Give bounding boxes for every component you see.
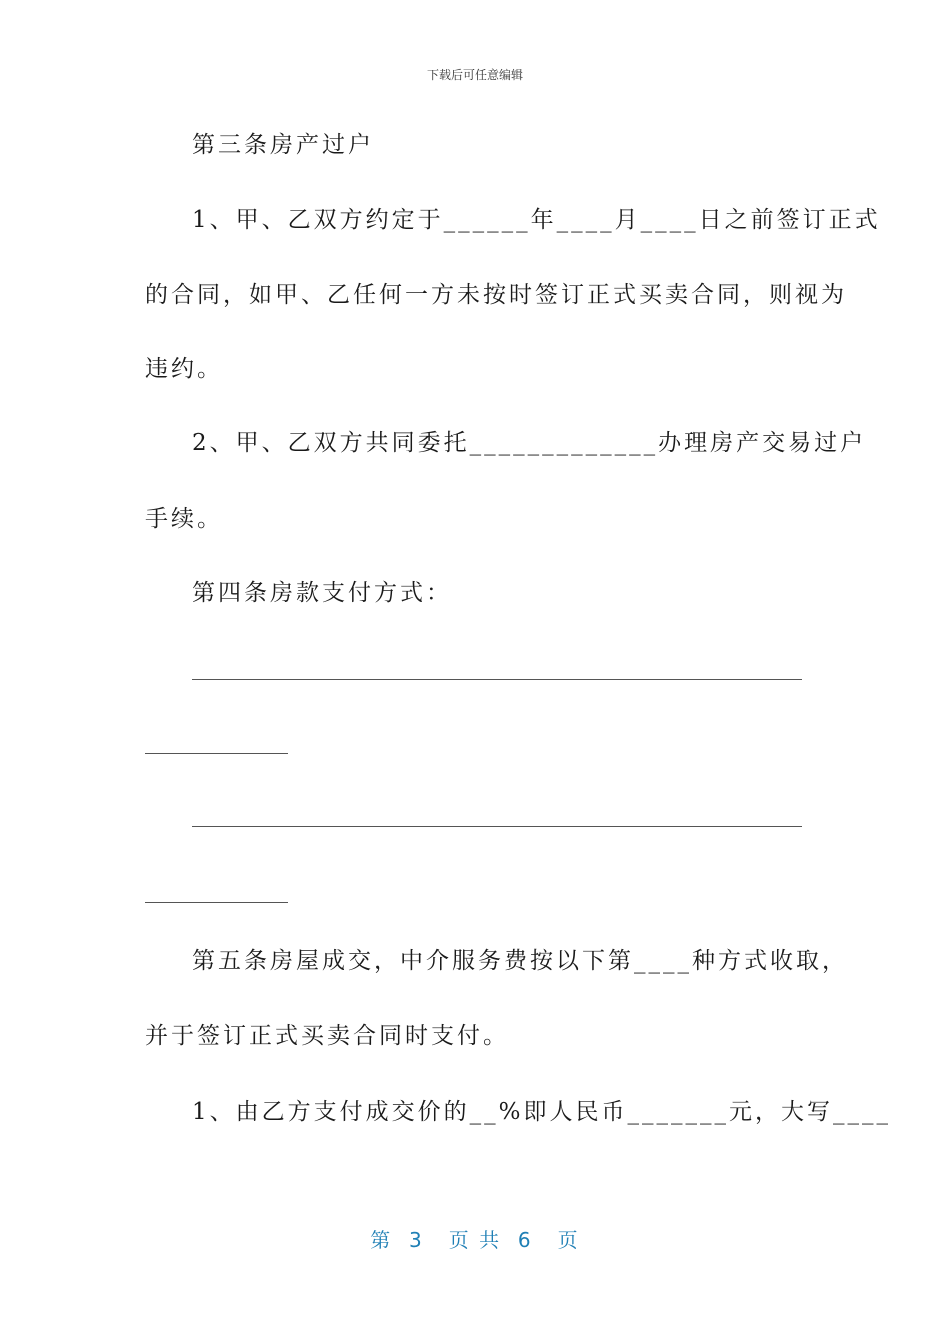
article-3-item-2-line-1: 2、甲、乙双方共同委托_____________办理房产交易过户 (192, 430, 867, 456)
article-5-line-2: 并于签订正式买卖合同时支付。 (145, 1023, 509, 1049)
blank-fill-line (192, 679, 802, 680)
blank-fill-line (145, 902, 288, 903)
article-5-line-1: 第五条房屋成交，中介服务费按以下第____种方式收取， (192, 948, 848, 974)
article-3-item-1-line-3: 违约。 (145, 356, 223, 382)
header-note: 下载后可任意编辑 (426, 68, 523, 82)
page-number-footer: 第 3 页 共 6 页 (370, 1228, 580, 1252)
article-3-item-1-line-2: 的合同，如甲、乙任何一方未按时签订正式买卖合同，则视为 (145, 282, 847, 308)
article-5-item-1-line-1: 1、由乙方支付成交价的__%即人民币_______元，大写____ (192, 1099, 891, 1125)
article-3-title: 第三条房产过户 (192, 132, 374, 158)
article-4-title: 第四条房款支付方式： (192, 580, 452, 606)
article-3-item-1-line-1: 1、甲、乙双方约定于______年____月____日之前签订正式 (192, 207, 881, 233)
blank-fill-line (145, 753, 288, 754)
article-3-item-2-line-2: 手续。 (145, 506, 223, 532)
blank-fill-line (192, 826, 802, 827)
